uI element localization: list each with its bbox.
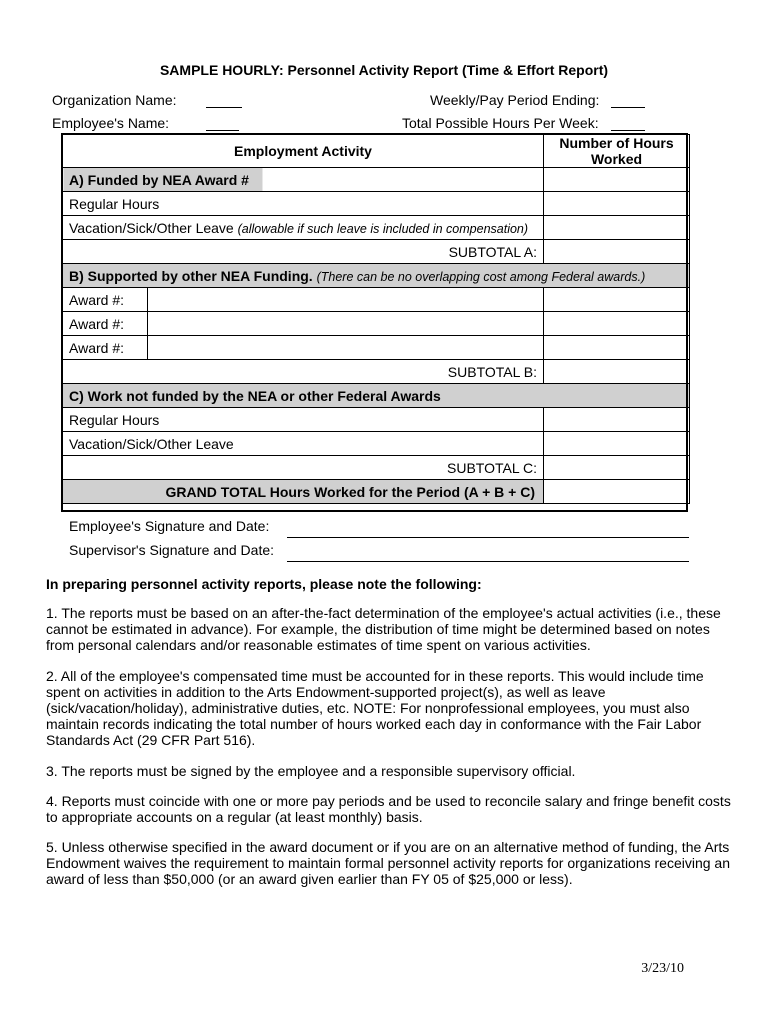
section-a-title: A) Funded by NEA Award # bbox=[63, 168, 544, 192]
table-row bbox=[63, 288, 690, 312]
section-c-leave-input[interactable] bbox=[544, 432, 690, 456]
table-row bbox=[63, 312, 690, 336]
section-b-note: (There can be no overlapping cost among Federal awards.) bbox=[316, 269, 646, 284]
instruction-3: 3. The reports must be signed by the employee and a responsible supervisory official. bbox=[46, 763, 576, 779]
section-a-regular-hours: Regular Hours bbox=[63, 192, 544, 216]
instructions-heading: In preparing personnel activity reports, please note the following: bbox=[46, 576, 482, 592]
supervisor-signature-label: Supervisor's Signature and Date: bbox=[69, 542, 275, 558]
award-number-input-3[interactable] bbox=[148, 336, 544, 360]
table-row bbox=[63, 360, 690, 384]
activity-table bbox=[62, 134, 690, 504]
table-row bbox=[63, 240, 690, 264]
page-title: SAMPLE HOURLY: Personnel Activity Report (Time & Effort Report) bbox=[159, 62, 609, 78]
section-b-title bbox=[63, 264, 690, 288]
table-row bbox=[63, 408, 690, 432]
table-row bbox=[63, 456, 690, 480]
instruction-2: 2. All of the employee's compensated time must be accounted for in these reports. This would include time spent on activities in addition to the Arts Endowment-supported project(s), as well as leave (sick/vacation/holiday), administrative duties, etc. NOTE: For nonprofessional employees, you must also maintain records indicating the total number of hours worked each day in conformance with the Fair Labor Standards Act (29 CFR Part 516). bbox=[46, 668, 704, 748]
col-activity-header: Employment Activity bbox=[63, 135, 544, 168]
section-c-regular-hours-input[interactable] bbox=[544, 408, 690, 432]
instruction-4: 4. Reports must coincide with one or more pay periods and be used to reconcile salary and fringe benefit costs to appropriate accounts on a regular (at least monthly) basis. bbox=[46, 793, 731, 825]
instruction-1: 1. The reports must be based on an after-the-fact determination of the employee's actual activities (i.e., these cannot be estimated in advance). For example, the distribution of time might be determined based on notes from personal calendars and/or reasonable estimates of time spent on various activities. bbox=[46, 605, 721, 653]
org-name-label: Organization Name: bbox=[52, 92, 177, 108]
grand-total-input[interactable] bbox=[544, 480, 690, 504]
award-hours-input-2[interactable] bbox=[544, 312, 690, 336]
org-name-field[interactable] bbox=[206, 93, 242, 108]
section-a-row bbox=[63, 168, 690, 192]
award-number-input-2[interactable] bbox=[148, 312, 544, 336]
award-label-2: Award #: bbox=[63, 312, 148, 336]
section-b-row bbox=[63, 264, 690, 288]
table-row bbox=[63, 216, 690, 240]
supervisor-signature-line[interactable] bbox=[287, 561, 689, 562]
section-a-regular-hours-input[interactable] bbox=[544, 192, 690, 216]
section-c-row bbox=[63, 384, 690, 408]
section-a-leave bbox=[63, 216, 544, 240]
section-c-regular-hours: Regular Hours bbox=[63, 408, 544, 432]
table-row bbox=[63, 432, 690, 456]
award-hours-input-1[interactable] bbox=[544, 288, 690, 312]
award-label-1: Award #: bbox=[63, 288, 148, 312]
table-header-row bbox=[63, 135, 690, 168]
col-hours-header: Number of Hours Worked bbox=[544, 135, 690, 168]
award-number-input-1[interactable] bbox=[148, 288, 544, 312]
section-c-title: C) Work not funded by the NEA or other Federal Awards bbox=[63, 384, 690, 408]
section-a-hours-cell bbox=[544, 168, 690, 192]
employee-name-label: Employee's Name: bbox=[52, 115, 170, 131]
subtotal-b-input[interactable] bbox=[544, 360, 690, 384]
period-ending-label: Weekly/Pay Period Ending: bbox=[430, 92, 600, 108]
section-c-leave: Vacation/Sick/Other Leave bbox=[63, 432, 544, 456]
table-row bbox=[63, 336, 690, 360]
employee-signature-line[interactable] bbox=[287, 537, 689, 538]
section-a-leave-input[interactable] bbox=[544, 216, 690, 240]
subtotal-a-label: SUBTOTAL A: bbox=[63, 240, 544, 264]
possible-hours-field[interactable] bbox=[611, 116, 645, 131]
period-ending-field[interactable] bbox=[611, 93, 645, 108]
subtotal-c-label: SUBTOTAL C: bbox=[63, 456, 544, 480]
subtotal-b-label: SUBTOTAL B: bbox=[63, 360, 544, 384]
subtotal-a-input[interactable] bbox=[544, 240, 690, 264]
employee-name-field[interactable] bbox=[206, 116, 239, 131]
section-a-leave-label: Vacation/Sick/Other Leave bbox=[69, 219, 234, 236]
possible-hours-label: Total Possible Hours Per Week: bbox=[402, 115, 599, 131]
grand-total-row bbox=[63, 480, 690, 504]
award-hours-input-3[interactable] bbox=[544, 336, 690, 360]
table-row bbox=[63, 192, 690, 216]
footer-date: 3/23/10 bbox=[641, 961, 684, 976]
instruction-5: 5. Unless otherwise specified in the award document or if you are on an alternative method of funding, the Arts Endowment waives the requirement to maintain formal personnel activity reports for organizations receiving an award of less than $50,000 (or an award given earlier than FY 05 of $25,000 or less). bbox=[46, 839, 731, 887]
employee-signature-label: Employee's Signature and Date: bbox=[69, 518, 270, 534]
subtotal-c-input[interactable] bbox=[544, 456, 690, 480]
award-label-3: Award #: bbox=[63, 336, 148, 360]
section-b-title-text: B) Supported by other NEA Funding. bbox=[69, 267, 313, 284]
grand-total-label: GRAND TOTAL Hours Worked for the Period (A + B + C) bbox=[63, 480, 544, 504]
section-a-leave-note: (allowable if such leave is included in compensation) bbox=[237, 221, 529, 236]
